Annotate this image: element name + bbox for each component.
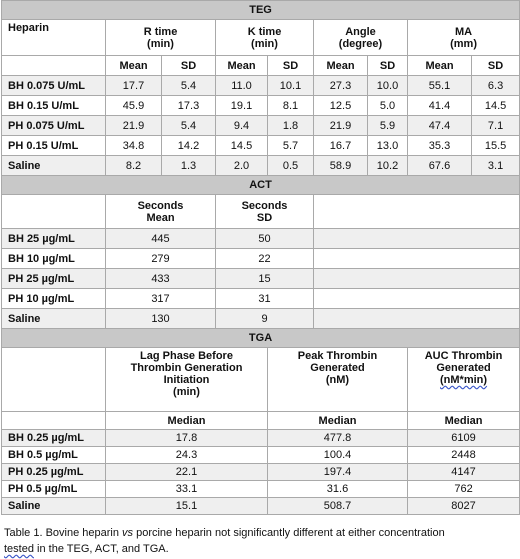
sub-header-median: Median bbox=[408, 412, 520, 430]
table-cell: 7.1 bbox=[472, 116, 520, 136]
table-cell: 10.1 bbox=[268, 76, 314, 96]
table-cell: 1.8 bbox=[268, 116, 314, 136]
table-cell: 4147 bbox=[408, 464, 520, 481]
row-label: BH 0.25 µg/mL bbox=[2, 430, 106, 447]
table-cell: 5.9 bbox=[368, 116, 408, 136]
sub-header-mean: Mean bbox=[314, 56, 368, 76]
table-cell: 5.0 bbox=[368, 96, 408, 116]
table-cell: 2.0 bbox=[216, 156, 268, 176]
table-cell: 16.7 bbox=[314, 136, 368, 156]
table-cell: 14.5 bbox=[472, 96, 520, 116]
table-cell: 1.3 bbox=[162, 156, 216, 176]
teg-section-header bbox=[2, 1, 520, 20]
table-cell: 5.4 bbox=[162, 76, 216, 96]
table-cell: 317 bbox=[106, 289, 216, 309]
table-cell: 477.8 bbox=[268, 430, 408, 447]
ma-header: MA (mm) bbox=[408, 20, 520, 56]
sub-header-median: Median bbox=[268, 412, 408, 430]
table-cell: 0.5 bbox=[268, 156, 314, 176]
table-cell: 17.8 bbox=[106, 430, 268, 447]
sub-header-sd: SD bbox=[162, 56, 216, 76]
empty-cell bbox=[314, 249, 520, 269]
table-cell: 33.1 bbox=[106, 481, 268, 498]
lag-phase-header: Lag Phase Before Thrombin Generation Initiation (min) bbox=[106, 348, 268, 412]
table-cell: 11.0 bbox=[216, 76, 268, 96]
table-cell: 13.0 bbox=[368, 136, 408, 156]
tga-row bbox=[2, 430, 520, 447]
table-cell: 762 bbox=[408, 481, 520, 498]
row-label: BH 0.075 U/mL bbox=[2, 76, 106, 96]
table-cell: 47.4 bbox=[408, 116, 472, 136]
table-cell: 22.1 bbox=[106, 464, 268, 481]
table-caption: Table 1. Bovine heparin vs porcine heparin not significantly different at either concentration tested in the TEG, ACT, and TGA. bbox=[4, 527, 445, 555]
tga-column-headers bbox=[2, 348, 520, 412]
row-label: PH 0.075 U/mL bbox=[2, 116, 106, 136]
table-cell: 8.2 bbox=[106, 156, 162, 176]
table-cell: 27.3 bbox=[314, 76, 368, 96]
peak-thrombin-header: Peak Thrombin Generated (nM) bbox=[268, 348, 408, 412]
tga-section-header bbox=[2, 329, 520, 348]
row-label: BH 25 µg/mL bbox=[2, 229, 106, 249]
table-cell: 41.4 bbox=[408, 96, 472, 116]
teg-row bbox=[2, 76, 520, 96]
act-seconds-sd-header: Seconds SD bbox=[216, 195, 314, 229]
act-row bbox=[2, 269, 520, 289]
row-label: PH 25 µg/mL bbox=[2, 269, 106, 289]
table-cell: 9 bbox=[216, 309, 314, 329]
sub-header-sd: SD bbox=[268, 56, 314, 76]
table-cell: 2448 bbox=[408, 447, 520, 464]
table-cell: 8.1 bbox=[268, 96, 314, 116]
act-column-headers bbox=[2, 195, 520, 229]
table-cell: 130 bbox=[106, 309, 216, 329]
r-time-header: R time (min) bbox=[106, 20, 216, 56]
table-cell: 433 bbox=[106, 269, 216, 289]
teg-row bbox=[2, 136, 520, 156]
table-cell: 34.8 bbox=[106, 136, 162, 156]
tga-row bbox=[2, 447, 520, 464]
table-cell: 6109 bbox=[408, 430, 520, 447]
table-cell: 15 bbox=[216, 269, 314, 289]
tga-row bbox=[2, 498, 520, 515]
act-row bbox=[2, 229, 520, 249]
empty-cell bbox=[314, 309, 520, 329]
sub-header-median: Median bbox=[106, 412, 268, 430]
table-cell: 15.1 bbox=[106, 498, 268, 515]
table-cell: 10.0 bbox=[368, 76, 408, 96]
table-cell: 14.5 bbox=[216, 136, 268, 156]
act-row bbox=[2, 309, 520, 329]
row-label: BH 0.5 µg/mL bbox=[2, 447, 106, 464]
empty-cell bbox=[314, 229, 520, 249]
row-label: Saline bbox=[2, 498, 106, 515]
teg-column-headers bbox=[2, 20, 520, 56]
table-cell: 8027 bbox=[408, 498, 520, 515]
table-cell: 100.4 bbox=[268, 447, 408, 464]
results-table bbox=[1, 0, 520, 515]
sub-header-mean: Mean bbox=[216, 56, 268, 76]
act-seconds-mean-header: Seconds Mean bbox=[106, 195, 216, 229]
teg-row bbox=[2, 96, 520, 116]
tga-row bbox=[2, 481, 520, 498]
row-label: BH 10 µg/mL bbox=[2, 249, 106, 269]
table-cell: 67.6 bbox=[408, 156, 472, 176]
table-cell: 24.3 bbox=[106, 447, 268, 464]
teg-sub-headers bbox=[2, 56, 520, 76]
tga-title: TGA bbox=[2, 329, 520, 348]
sub-header-sd: SD bbox=[472, 56, 520, 76]
teg-row bbox=[2, 116, 520, 136]
table-cell: 10.2 bbox=[368, 156, 408, 176]
empty-cell bbox=[314, 289, 520, 309]
table-cell: 19.1 bbox=[216, 96, 268, 116]
table-cell: 508.7 bbox=[268, 498, 408, 515]
table-cell: 3.1 bbox=[472, 156, 520, 176]
table-cell: 15.5 bbox=[472, 136, 520, 156]
row-label: BH 0.15 U/mL bbox=[2, 96, 106, 116]
table-cell: 445 bbox=[106, 229, 216, 249]
table-cell: 21.9 bbox=[106, 116, 162, 136]
table-cell: 50 bbox=[216, 229, 314, 249]
table-cell: 31.6 bbox=[268, 481, 408, 498]
table-cell: 17.7 bbox=[106, 76, 162, 96]
table-cell: 197.4 bbox=[268, 464, 408, 481]
act-title: ACT bbox=[2, 176, 520, 195]
tga-row bbox=[2, 464, 520, 481]
table-cell: 5.4 bbox=[162, 116, 216, 136]
table-cell: 17.3 bbox=[162, 96, 216, 116]
sub-header-sd: SD bbox=[368, 56, 408, 76]
empty-cell bbox=[314, 269, 520, 289]
k-time-header: K time (min) bbox=[216, 20, 314, 56]
row-label: PH 0.15 U/mL bbox=[2, 136, 106, 156]
table-cell: 55.1 bbox=[408, 76, 472, 96]
sub-header-mean: Mean bbox=[408, 56, 472, 76]
table-cell: 12.5 bbox=[314, 96, 368, 116]
tga-sub-headers bbox=[2, 412, 520, 430]
table-cell: 14.2 bbox=[162, 136, 216, 156]
act-section-header bbox=[2, 176, 520, 195]
table-cell: 22 bbox=[216, 249, 314, 269]
table-cell: 21.9 bbox=[314, 116, 368, 136]
teg-row bbox=[2, 156, 520, 176]
table-cell: 45.9 bbox=[106, 96, 162, 116]
table-cell: 31 bbox=[216, 289, 314, 309]
angle-header: Angle (degree) bbox=[314, 20, 408, 56]
teg-title: TEG bbox=[2, 1, 520, 20]
table-cell: 35.3 bbox=[408, 136, 472, 156]
act-row bbox=[2, 249, 520, 269]
heparin-header: Heparin bbox=[2, 20, 106, 56]
table-cell: 5.7 bbox=[268, 136, 314, 156]
sub-header-mean: Mean bbox=[106, 56, 162, 76]
row-label: PH 0.5 µg/mL bbox=[2, 481, 106, 498]
row-label: PH 0.25 µg/mL bbox=[2, 464, 106, 481]
table-cell: 279 bbox=[106, 249, 216, 269]
row-label: Saline bbox=[2, 309, 106, 329]
row-label: PH 10 µg/mL bbox=[2, 289, 106, 309]
table-cell: 58.9 bbox=[314, 156, 368, 176]
table-cell: 6.3 bbox=[472, 76, 520, 96]
row-label: Saline bbox=[2, 156, 106, 176]
table-cell: 9.4 bbox=[216, 116, 268, 136]
auc-thrombin-header: AUC Thrombin Generated (nM*min) bbox=[408, 348, 520, 412]
act-row bbox=[2, 289, 520, 309]
